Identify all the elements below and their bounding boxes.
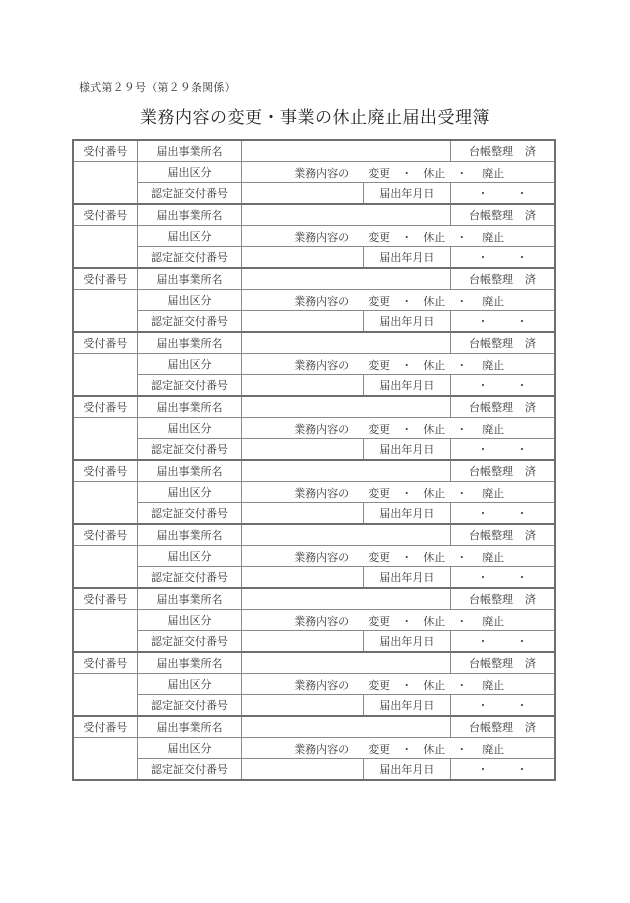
office-name-field[interactable] — [242, 140, 451, 162]
type-prefix: 業務内容の — [294, 679, 350, 692]
cert-number-field[interactable] — [242, 695, 364, 717]
notification-date-label: 届出年月日 — [363, 311, 450, 333]
notification-type-options — [242, 354, 555, 375]
register-entry-row-2-block-8 — [73, 610, 555, 631]
cert-number-label: 認定証交付番号 — [137, 311, 241, 333]
receipt-number-label: 受付番号 — [73, 332, 137, 354]
type-option-change[interactable]: 変更 — [368, 359, 391, 372]
date-dot-2: ・ — [516, 187, 528, 200]
register-entry-row-3-block-9 — [73, 695, 555, 717]
register-entry-row-2-block-1 — [73, 162, 555, 183]
type-option-change[interactable]: 変更 — [368, 743, 391, 756]
notification-date-field[interactable] — [451, 503, 555, 525]
register-entry-row-3-block-5 — [73, 439, 555, 461]
type-separator-1: ・ — [401, 615, 413, 628]
type-option-change[interactable]: 変更 — [368, 487, 391, 500]
ledger-label: 台帳整理 — [469, 209, 514, 222]
date-dot-1: ・ — [477, 379, 489, 392]
type-separator-1: ・ — [401, 359, 413, 372]
cert-number-field[interactable] — [242, 631, 364, 653]
type-option-abolish[interactable]: 廃止 — [482, 487, 505, 500]
notification-type-options — [242, 162, 555, 183]
receipt-number-field[interactable] — [73, 226, 137, 269]
notification-date-label: 届出年月日 — [363, 567, 450, 589]
receipt-number-label: 受付番号 — [73, 460, 137, 482]
register-entry-row-1-block-3 — [73, 268, 555, 290]
notification-date-label: 届出年月日 — [363, 759, 450, 781]
cert-number-label: 認定証交付番号 — [137, 759, 241, 781]
notification-date-field[interactable] — [451, 439, 555, 461]
type-option-change[interactable]: 変更 — [368, 167, 391, 180]
type-prefix: 業務内容の — [294, 615, 350, 628]
office-name-label: 届出事業所名 — [137, 524, 241, 546]
ledger-done-mark[interactable]: 済 — [525, 465, 537, 478]
type-prefix: 業務内容の — [294, 359, 350, 372]
cert-number-label: 認定証交付番号 — [137, 375, 241, 397]
type-prefix: 業務内容の — [294, 167, 350, 180]
receipt-number-label: 受付番号 — [73, 396, 137, 418]
ledger-label: 台帳整理 — [469, 337, 514, 350]
notification-type-label: 届出区分 — [137, 674, 241, 695]
notification-date-field[interactable] — [451, 631, 555, 653]
office-name-field[interactable] — [242, 396, 451, 418]
type-option-abolish[interactable]: 廃止 — [482, 295, 505, 308]
ledger-status — [451, 332, 555, 354]
office-name-label: 届出事業所名 — [137, 268, 241, 290]
register-entry-row-3-block-10 — [73, 759, 555, 781]
type-option-abolish[interactable]: 廃止 — [482, 167, 505, 180]
date-dot-1: ・ — [477, 507, 489, 520]
type-option-suspend[interactable]: 休止 — [423, 487, 446, 500]
notification-date-field[interactable] — [451, 695, 555, 717]
register-entry-row-2-block-7 — [73, 546, 555, 567]
cert-number-field[interactable] — [242, 247, 364, 269]
cert-number-field[interactable] — [242, 183, 364, 205]
type-option-suspend[interactable]: 休止 — [423, 615, 446, 628]
office-name-label: 届出事業所名 — [137, 652, 241, 674]
type-option-abolish[interactable]: 廃止 — [482, 423, 505, 436]
ledger-label: 台帳整理 — [469, 145, 514, 158]
register-entry-row-3-block-8 — [73, 631, 555, 653]
register-entry-row-1-block-7 — [73, 524, 555, 546]
date-dot-1: ・ — [477, 315, 489, 328]
receipt-number-field[interactable] — [73, 674, 137, 717]
register-entry-row-3-block-6 — [73, 503, 555, 525]
page-title: 業務内容の変更・事業の休止廃止届出受理簿 — [140, 108, 490, 128]
type-option-change[interactable]: 変更 — [368, 295, 391, 308]
register-entry-row-3-block-4 — [73, 375, 555, 397]
ledger-label: 台帳整理 — [469, 593, 514, 606]
notification-type-options — [242, 482, 555, 503]
office-name-label: 届出事業所名 — [137, 396, 241, 418]
cert-number-field[interactable] — [242, 311, 364, 333]
type-prefix: 業務内容の — [294, 295, 350, 308]
type-separator-2: ・ — [456, 679, 468, 692]
type-option-change[interactable]: 変更 — [368, 615, 391, 628]
ledger-done-mark[interactable]: 済 — [525, 145, 537, 158]
register-entry-row-2-block-6 — [73, 482, 555, 503]
date-dot-2: ・ — [516, 635, 528, 648]
receipt-number-field[interactable] — [73, 290, 137, 333]
register-body — [73, 140, 555, 780]
office-name-field[interactable] — [242, 652, 451, 674]
ledger-done-mark[interactable]: 済 — [525, 657, 537, 670]
notification-date-field[interactable] — [451, 247, 555, 269]
type-option-change[interactable]: 変更 — [368, 231, 391, 244]
notification-date-field[interactable] — [451, 567, 555, 589]
register-entry-row-2-block-5 — [73, 418, 555, 439]
register-entry-row-3-block-3 — [73, 311, 555, 333]
receipt-register-table — [72, 139, 556, 781]
ledger-done-mark[interactable]: 済 — [525, 337, 537, 350]
cert-number-label: 認定証交付番号 — [137, 503, 241, 525]
type-option-suspend[interactable]: 休止 — [423, 423, 446, 436]
type-option-abolish[interactable]: 廃止 — [482, 231, 505, 244]
notification-date-field[interactable] — [451, 759, 555, 781]
type-separator-2: ・ — [456, 743, 468, 756]
notification-type-label: 届出区分 — [137, 226, 241, 247]
type-option-abolish[interactable]: 廃止 — [482, 359, 505, 372]
type-option-suspend[interactable]: 休止 — [423, 743, 446, 756]
notification-date-label: 届出年月日 — [363, 631, 450, 653]
form-number: 様式第２９号（第２９条関係） — [79, 81, 236, 94]
office-name-label: 届出事業所名 — [137, 460, 241, 482]
date-dot-1: ・ — [477, 635, 489, 648]
ledger-status — [451, 524, 555, 546]
receipt-number-field[interactable] — [73, 162, 137, 205]
notification-type-options — [242, 610, 555, 631]
notification-date-label: 届出年月日 — [363, 183, 450, 205]
cert-number-label: 認定証交付番号 — [137, 439, 241, 461]
ledger-status — [451, 460, 555, 482]
cert-number-label: 認定証交付番号 — [137, 183, 241, 205]
notification-date-label: 届出年月日 — [363, 247, 450, 269]
cert-number-label: 認定証交付番号 — [137, 695, 241, 717]
register-entry-row-1-block-8 — [73, 588, 555, 610]
type-separator-1: ・ — [401, 487, 413, 500]
type-prefix: 業務内容の — [294, 231, 350, 244]
ledger-done-mark[interactable]: 済 — [525, 209, 537, 222]
receipt-number-label: 受付番号 — [73, 588, 137, 610]
date-dot-1: ・ — [477, 699, 489, 712]
cert-number-field[interactable] — [242, 439, 364, 461]
receipt-number-field[interactable] — [73, 418, 137, 461]
office-name-field[interactable] — [242, 268, 451, 290]
cert-number-field[interactable] — [242, 375, 364, 397]
register-entry-row-3-block-1 — [73, 183, 555, 205]
ledger-label: 台帳整理 — [469, 721, 514, 734]
type-separator-2: ・ — [456, 551, 468, 564]
type-separator-1: ・ — [401, 231, 413, 244]
notification-type-label: 届出区分 — [137, 354, 241, 375]
office-name-label: 届出事業所名 — [137, 332, 241, 354]
ledger-status — [451, 588, 555, 610]
office-name-label: 届出事業所名 — [137, 140, 241, 162]
date-dot-1: ・ — [477, 763, 489, 776]
type-separator-2: ・ — [456, 423, 468, 436]
register-entry-row-2-block-3 — [73, 290, 555, 311]
notification-date-label: 届出年月日 — [363, 503, 450, 525]
ledger-status — [451, 716, 555, 738]
office-name-label: 届出事業所名 — [137, 588, 241, 610]
register-entry-row-3-block-7 — [73, 567, 555, 589]
notification-date-label: 届出年月日 — [363, 439, 450, 461]
receipt-number-label: 受付番号 — [73, 716, 137, 738]
date-dot-2: ・ — [516, 315, 528, 328]
cert-number-label: 認定証交付番号 — [137, 567, 241, 589]
type-option-suspend[interactable]: 休止 — [423, 679, 446, 692]
type-option-change[interactable]: 変更 — [368, 679, 391, 692]
ledger-status — [451, 204, 555, 226]
type-option-suspend[interactable]: 休止 — [423, 295, 446, 308]
type-separator-1: ・ — [401, 295, 413, 308]
type-option-abolish[interactable]: 廃止 — [482, 551, 505, 564]
office-name-field[interactable] — [242, 588, 451, 610]
cert-number-label: 認定証交付番号 — [137, 247, 241, 269]
type-separator-1: ・ — [401, 551, 413, 564]
register-entry-row-3-block-2 — [73, 247, 555, 269]
receipt-number-label: 受付番号 — [73, 268, 137, 290]
type-option-change[interactable]: 変更 — [368, 423, 391, 436]
office-name-field[interactable] — [242, 460, 451, 482]
date-dot-2: ・ — [516, 443, 528, 456]
cert-number-label: 認定証交付番号 — [137, 631, 241, 653]
register-entry-row-2-block-10 — [73, 738, 555, 759]
notification-date-field[interactable] — [451, 183, 555, 205]
register-entry-row-1-block-9 — [73, 652, 555, 674]
notification-type-label: 届出区分 — [137, 162, 241, 183]
date-dot-1: ・ — [477, 251, 489, 264]
cert-number-field[interactable] — [242, 759, 364, 781]
notification-date-label: 届出年月日 — [363, 695, 450, 717]
type-separator-2: ・ — [456, 359, 468, 372]
type-option-abolish[interactable]: 廃止 — [482, 679, 505, 692]
notification-type-label: 届出区分 — [137, 290, 241, 311]
notification-date-field[interactable] — [451, 375, 555, 397]
date-dot-2: ・ — [516, 699, 528, 712]
type-option-abolish[interactable]: 廃止 — [482, 743, 505, 756]
cert-number-field[interactable] — [242, 503, 364, 525]
date-dot-1: ・ — [477, 443, 489, 456]
ledger-done-mark[interactable]: 済 — [525, 593, 537, 606]
notification-type-label: 届出区分 — [137, 482, 241, 503]
register-entry-row-2-block-4 — [73, 354, 555, 375]
type-option-suspend[interactable]: 休止 — [423, 231, 446, 244]
ledger-done-mark[interactable]: 済 — [525, 721, 537, 734]
receipt-number-field[interactable] — [73, 546, 137, 589]
ledger-status — [451, 652, 555, 674]
notification-type-options — [242, 290, 555, 311]
register-entry-row-1-block-2 — [73, 204, 555, 226]
notification-date-label: 届出年月日 — [363, 375, 450, 397]
ledger-done-mark[interactable]: 済 — [525, 529, 537, 542]
ledger-done-mark[interactable]: 済 — [525, 273, 537, 286]
cert-number-field[interactable] — [242, 567, 364, 589]
date-dot-1: ・ — [477, 187, 489, 200]
register-entry-row-1-block-4 — [73, 332, 555, 354]
type-prefix: 業務内容の — [294, 487, 350, 500]
office-name-field[interactable] — [242, 204, 451, 226]
ledger-done-mark[interactable]: 済 — [525, 401, 537, 414]
type-option-suspend[interactable]: 休止 — [423, 551, 446, 564]
date-dot-2: ・ — [516, 379, 528, 392]
type-option-suspend[interactable]: 休止 — [423, 167, 446, 180]
type-separator-1: ・ — [401, 167, 413, 180]
type-prefix: 業務内容の — [294, 423, 350, 436]
register-entry-row-1-block-5 — [73, 396, 555, 418]
register-entry-row-1-block-10 — [73, 716, 555, 738]
receipt-number-label: 受付番号 — [73, 204, 137, 226]
ledger-status — [451, 396, 555, 418]
office-name-field[interactable] — [242, 524, 451, 546]
office-name-label: 届出事業所名 — [137, 716, 241, 738]
type-separator-1: ・ — [401, 679, 413, 692]
type-prefix: 業務内容の — [294, 743, 350, 756]
office-name-field[interactable] — [242, 716, 451, 738]
notification-type-options — [242, 674, 555, 695]
notification-type-options — [242, 546, 555, 567]
date-dot-2: ・ — [516, 763, 528, 776]
type-separator-2: ・ — [456, 231, 468, 244]
type-separator-2: ・ — [456, 295, 468, 308]
receipt-number-field[interactable] — [73, 354, 137, 397]
type-separator-1: ・ — [401, 423, 413, 436]
date-dot-1: ・ — [477, 571, 489, 584]
receipt-number-label: 受付番号 — [73, 652, 137, 674]
register-entry-row-1-block-1 — [73, 140, 555, 162]
notification-type-label: 届出区分 — [137, 738, 241, 759]
ledger-status — [451, 268, 555, 290]
type-option-change[interactable]: 変更 — [368, 551, 391, 564]
notification-type-label: 届出区分 — [137, 610, 241, 631]
ledger-label: 台帳整理 — [469, 465, 514, 478]
ledger-status — [451, 140, 555, 162]
type-prefix: 業務内容の — [294, 551, 350, 564]
date-dot-2: ・ — [516, 571, 528, 584]
register-entry-row-2-block-9 — [73, 674, 555, 695]
type-option-suspend[interactable]: 休止 — [423, 359, 446, 372]
office-name-field[interactable] — [242, 332, 451, 354]
notification-date-field[interactable] — [451, 311, 555, 333]
receipt-number-label: 受付番号 — [73, 140, 137, 162]
receipt-number-field[interactable] — [73, 738, 137, 781]
ledger-label: 台帳整理 — [469, 401, 514, 414]
notification-type-label: 届出区分 — [137, 546, 241, 567]
ledger-label: 台帳整理 — [469, 529, 514, 542]
ledger-label: 台帳整理 — [469, 273, 514, 286]
type-separator-2: ・ — [456, 487, 468, 500]
register-entry-row-2-block-2 — [73, 226, 555, 247]
register-entry-row-1-block-6 — [73, 460, 555, 482]
type-separator-1: ・ — [401, 743, 413, 756]
receipt-number-field[interactable] — [73, 610, 137, 653]
notification-type-label: 届出区分 — [137, 418, 241, 439]
type-separator-2: ・ — [456, 615, 468, 628]
type-separator-2: ・ — [456, 167, 468, 180]
receipt-number-label: 受付番号 — [73, 524, 137, 546]
receipt-number-field[interactable] — [73, 482, 137, 525]
type-option-abolish[interactable]: 廃止 — [482, 615, 505, 628]
notification-type-options — [242, 418, 555, 439]
date-dot-2: ・ — [516, 507, 528, 520]
notification-type-options — [242, 226, 555, 247]
ledger-label: 台帳整理 — [469, 657, 514, 670]
office-name-label: 届出事業所名 — [137, 204, 241, 226]
notification-type-options — [242, 738, 555, 759]
date-dot-2: ・ — [516, 251, 528, 264]
